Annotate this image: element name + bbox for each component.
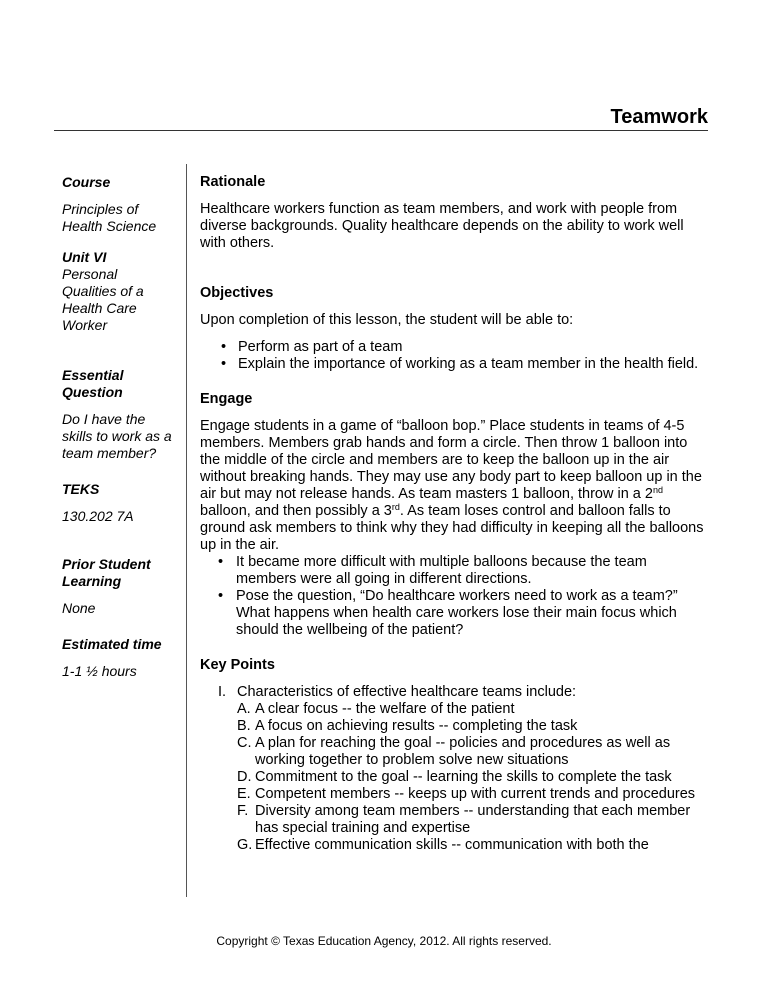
key-points-heading: Key Points — [200, 657, 275, 673]
list-item: B. A focus on achieving results -- completing the task — [237, 718, 578, 734]
estimated-time-label: Estimated time — [62, 636, 162, 652]
list-item: • Perform as part of a team — [200, 339, 708, 356]
prior-learning-value: None — [62, 600, 96, 616]
teks-label: TEKS — [62, 481, 100, 497]
page-title: Teamwork — [610, 106, 708, 128]
unit-value: Personal Qualities of a Health Care Worker — [62, 266, 144, 333]
rationale-heading: Rationale — [200, 174, 266, 190]
column-divider — [186, 164, 187, 897]
roman-numeral: I. — [218, 684, 227, 700]
title-divider — [54, 130, 708, 131]
estimated-time-value: 1-1 ½ hours — [62, 663, 137, 679]
engage-heading: Engage — [200, 391, 253, 407]
copyright-footer: Copyright © Texas Education Agency, 2012. All rights reserved. — [216, 934, 552, 948]
list-item: D. Commitment to the goal -- learning the skills to complete the task — [237, 769, 672, 785]
key-points-section — [200, 684, 708, 854]
key-points-list — [237, 701, 708, 854]
list-item: G. Effective communication skills -- communication with both the — [237, 837, 649, 853]
list-item: C. A plan for reaching the goal -- policies and procedures as well as working together to problem solve new situations — [237, 735, 671, 768]
engage-text: Engage students in a game of “balloon bop.” Place students in teams of 4-5 members. Members grab hands and form a circle. Then throw 1 balloon into the middle of the circle and members are to keep the balloon up in the air without breaking hands. They may use any body part to keep balloon up in the air but may not release hands. As team masters 1 balloon, throw in a 2nd balloon, and then possibly a 3rd. As team loses control and balloon falls to ground ask members to think why they had difficulty in keeping all the balloons up in the air. — [200, 418, 704, 553]
list-item: • Pose the question, “Do healthcare workers need to work as a team?” What happens when health care workers lose their main focus which should the wellbeing of the patient? — [200, 588, 708, 639]
list-item: • It became more difficult with multiple balloons because the team members were all going in different directions. — [200, 554, 708, 588]
objectives-intro: Upon completion of this lesson, the student will be able to: — [200, 312, 574, 328]
objectives-heading: Objectives — [200, 285, 274, 301]
course-value: Principles of Health Science — [62, 201, 157, 234]
objectives-list — [200, 339, 708, 373]
unit-label: Unit VI — [62, 249, 107, 265]
lesson-info-sidebar — [62, 174, 174, 680]
essential-question-label: Essential Question — [62, 367, 124, 400]
key-points-intro: Characteristics of effective healthcare teams include: — [237, 684, 577, 700]
list-item: A. A clear focus -- the welfare of the patient — [237, 701, 515, 717]
list-item: F. Diversity among team members -- understanding that each member has special training and expertise — [237, 803, 691, 836]
teks-value: 130.202 7A — [62, 508, 134, 524]
prior-learning-label: Prior Student Learning — [62, 556, 151, 589]
lesson-content — [200, 174, 708, 854]
engage-bullets — [200, 554, 708, 639]
course-label: Course — [62, 174, 111, 190]
list-item: • Explain the importance of working as a team member in the health field. — [200, 356, 708, 373]
essential-question-value: Do I have the skills to work as a team member? — [62, 411, 172, 461]
rationale-text: Healthcare workers function as team members, and work with people from diverse backgrounds. Quality healthcare depends on the ability to work well with others. — [200, 201, 684, 251]
list-item: E. Competent members -- keeps up with current trends and procedures — [237, 786, 696, 802]
